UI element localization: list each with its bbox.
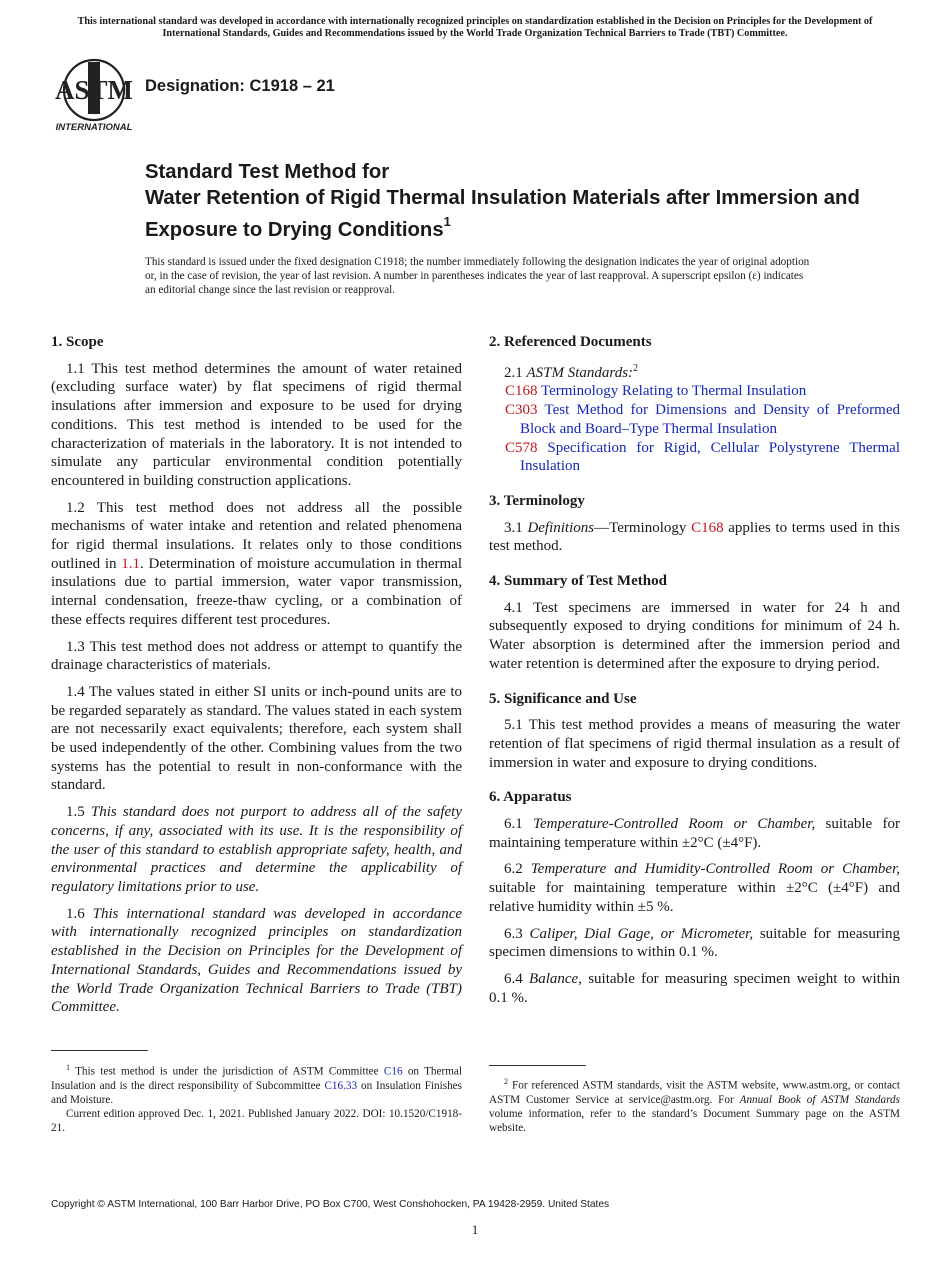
- para-1-3: 1.3 This test method does not address or attempt to quantify the drainage characteristics of materials.: [51, 638, 462, 674]
- para-4-1: 4.1 Test specimens are immersed in water for 24 h and subsequently exposed to drying conditions for minimum of 24 h. Water absorption is determined after the immersion period and water retention is determined after the exposure to drying period.: [489, 599, 900, 672]
- section-significance-heading: 5. Significance and Use: [489, 690, 637, 707]
- title-line1: Standard Test Method for: [145, 161, 390, 183]
- link-c16[interactable]: C16: [383, 1065, 403, 1078]
- left-column: [51, 330, 462, 1025]
- copyright-footer: Copyright © ASTM International, 100 Barr Harbor Drive, PO Box C700, West Conshohocken, PA 19428-2959. United States: [51, 1199, 610, 1210]
- footnote-1: $^1$ This test method is under the jurisdiction of ASTM Committee C16 on Thermal Insulation and is the direct responsibility of Subcommittee C16.33 on Insulation Finishes and Moisture. Current edition approved Dec. 1, 2021. Published January 2022. DOI: 10.1520/C1918-21.: [51, 1063, 462, 1134]
- section-apparatus-heading: 6. Apparatus: [489, 789, 572, 806]
- para-6-3: 6.3 Caliper, Dial Gage, or Micrometer, suitable for measuring specimen dimensions to within 0.1 %.: [489, 925, 900, 961]
- footnote-edition: Current edition approved Dec. 1, 2021. Published January 2022. DOI: 10.1520/C1918-21.: [51, 1107, 462, 1134]
- section-terminology-heading: 3. Terminology: [489, 492, 585, 509]
- para-1-2: 1.2 This test method does not address all the possible mechanisms of water intake and retention and related phenomena for rigid thermal insulations. It relates only to those conditions outlined in 1.1. Determination of moisture accumulation in thermal insulations due to partial immersion, water vapor transmission, internal condensation, freeze-thaw cycling, or a combination of these effects requires different test procedures.: [51, 499, 462, 628]
- footnote-rule-right: [489, 1065, 586, 1066]
- section-summary-heading: 4. Summary of Test Method: [489, 573, 667, 590]
- para-6-2: 6.2 Temperature and Humidity-Controlled Room or Chamber, suitable for maintaining temperature within ±2°C (±4°F) and relative humidity within ±5 %.: [489, 861, 901, 915]
- section-scope-heading: 1. Scope: [51, 334, 104, 350]
- link-c16-33[interactable]: C16.33: [324, 1079, 358, 1092]
- para-1-6: 1.6 This international standard was developed in accordance with internationally recognized principles on standardization established in the Decision on Principles for the Development of International Standards, Guides and Recommendations issued by the World Trade Organization Technical Barriers to Trade (TBT) Committee.: [51, 905, 463, 1016]
- link-1-1[interactable]: 1.1: [121, 555, 141, 572]
- para-1-4: 1.4 The values stated in either SI units or inch-pound units are to be regarded separately as standard. The values stated in each system are not necessarily exact equivalents; therefore, each system shall be used independently of the other. Combining values from the two systems has the potential to result in non-conformance with the standard.: [51, 683, 462, 794]
- issued-note: This standard is issued under the fixed designation C1918; the number immediately following the designation indicates the year of original adoption or, in the case of revision, the year of last revision. A number in parentheses indicates the year of last reapproval. A superscript epsilon (ε) indicates an editorial change since the last revision or reapproval.: [145, 256, 810, 296]
- footnote-rule-left: [51, 1050, 148, 1051]
- document-title: [145, 159, 885, 243]
- ref-item-c578[interactable]: C578 Specification for Rigid, Cellular Polystyrene Thermal Insulation: [505, 439, 901, 475]
- title-footnote-mark: 1: [443, 214, 451, 229]
- section-referenced-heading: 2. Referenced Documents: [489, 334, 652, 350]
- astm-logo-icon: [52, 56, 136, 134]
- ref-item-c168[interactable]: C168 Terminology Relating to Thermal Insulation: [505, 383, 807, 400]
- link-c168[interactable]: C168: [691, 519, 724, 536]
- para-3-1: 3.1 Definitions—Terminology C168 applies to terms used in this test method.: [489, 519, 900, 555]
- designation: Designation: C1918 – 21: [145, 77, 335, 95]
- footnote-2: $^2$ For referenced ASTM standards, visit the ASTM website, www.astm.org, or contact ASTM Customer Service at service@astm.org. For Annual Book of ASTM Standards volume information, refer to the standard’s Document Summary page on the ASTM website.: [489, 1077, 900, 1134]
- right-column: [489, 330, 900, 1015]
- para-6-1: 6.1 Temperature-Controlled Room or Chamber, suitable for maintaining temperature within ±2°C (±4°F).: [489, 816, 900, 851]
- logo-subtext: INTERNATIONAL: [55, 122, 133, 133]
- para-6-4: 6.4 Balance, suitable for measuring specimen weight to within 0.1 %.: [489, 970, 900, 1006]
- header-notice: This international standard was developed in accordance with internationally recognized principles on standardization established in the Decision on Principles for the Development of International Standards, Guides and Recommendations issued by the World Trade Organization Technical Barriers to Trade (TBT) Committee.: [77, 16, 873, 39]
- para-2-1: 2.1 ASTM Standards:$^2$: [504, 362, 639, 381]
- logo-text: ASTM: [54, 75, 134, 105]
- ref-item-c303[interactable]: C303 Test Method for Dimensions and Density of Preformed Block and Board–Type Thermal Insulation: [505, 402, 900, 437]
- page-number: 1: [471, 1222, 479, 1237]
- para-1-5: 1.5 This standard does not purport to address all of the safety concerns, if any, associated with its use. It is the responsibility of the user of this standard to establish appropriate safety, health, and environmental practices and determine the applicability of regulatory limitations prior to use.: [51, 804, 463, 895]
- para-1-1: 1.1 This test method determines the amount of water retained (excluding surface water) by flat specimens of rigid thermal insulations after immersion and exposure to be used for drying conditions. This test method is intended to be used for the characterization of materials in the laboratory. It is not intended to simulate any particular environmental condition potentially encountered in building construction applications.: [51, 360, 462, 489]
- para-5-1: 5.1 This test method provides a means of measuring the water retention of flat specimens of rigid thermal insulation as a result of immersion in water and exposure to drying conditions.: [489, 717, 900, 771]
- title-line2: Water Retention of Rigid Thermal Insulation Materials after Immersion and Exposure to Drying Conditions: [145, 187, 860, 241]
